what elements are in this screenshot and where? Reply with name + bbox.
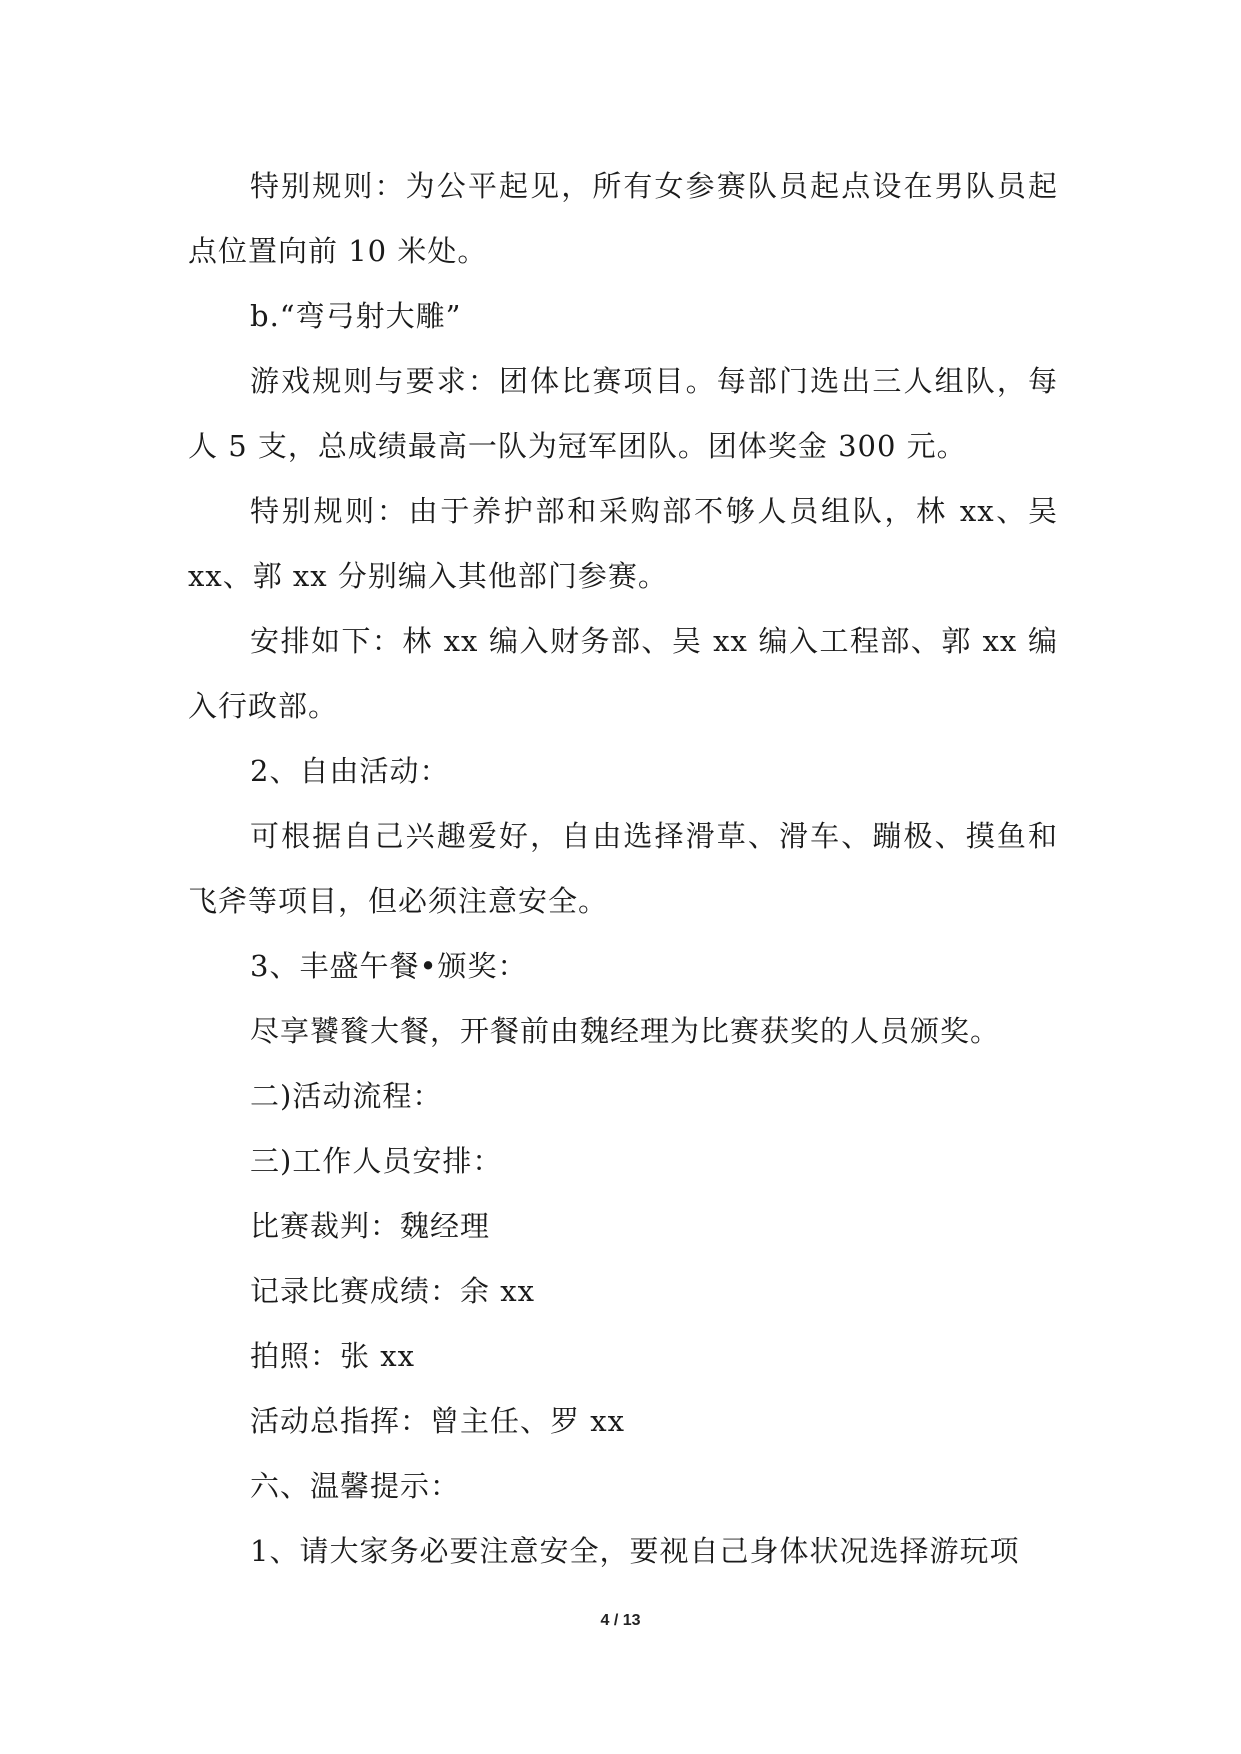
paragraph-staff-photographer: 拍照：张 xx bbox=[250, 1339, 415, 1373]
paragraph-staff-heading: 三)工作人员安排： bbox=[250, 1144, 503, 1178]
paragraph-arrangement: 安排如下：林 xx 编入财务部、吴 xx 编入工程部、郭 xx 编入行政部。 bbox=[188, 624, 1058, 723]
paragraph-tip-1: 1、请大家务必要注意安全，要视自己身体状况选择游玩项 bbox=[250, 1534, 1020, 1568]
paragraph-staff-commander: 活动总指挥：曾主任、罗 xx bbox=[250, 1404, 625, 1438]
paragraph-tips-heading: 六、温馨提示： bbox=[250, 1469, 461, 1503]
paragraph-lunch-detail: 尽享饕餮大餐，开餐前由魏经理为比赛获奖的人员颁奖。 bbox=[250, 1014, 1001, 1048]
document-body bbox=[188, 154, 1069, 1584]
paragraph-lunch-heading: 3、丰盛午餐•颁奖： bbox=[250, 949, 528, 983]
paragraph-archery-heading: b.“弯弓射大雕” bbox=[250, 299, 462, 333]
paragraph-process-heading: 二)活动流程： bbox=[250, 1079, 443, 1113]
paragraph-special-rule-1: 特别规则：为公平起见，所有女参赛队员起点设在男队员起点位置向前 10 米处。 bbox=[188, 169, 1058, 268]
page-number: 4 / 13 bbox=[600, 1612, 641, 1629]
paragraph-special-rule-2: 特别规则：由于养护部和采购部不够人员组队，林 xx、吴 xx、郭 xx 分别编入其他部门参赛。 bbox=[188, 494, 1069, 593]
paragraph-staff-referee: 比赛裁判：魏经理 bbox=[250, 1209, 491, 1243]
paragraph-free-activity-detail: 可根据自己兴趣爱好，自由选择滑草、滑车、蹦极、摸鱼和飞斧等项目，但必须注意安全。 bbox=[188, 819, 1058, 918]
paragraph-free-activity-heading: 2、自由活动： bbox=[250, 754, 450, 788]
paragraph-archery-rules: 游戏规则与要求：团体比赛项目。每部门选出三人组队，每人 5 支，总成绩最高一队为冠军团队。团体奖金 300 元。 bbox=[188, 364, 1058, 463]
paragraph-staff-recorder: 记录比赛成绩：余 xx bbox=[250, 1274, 535, 1308]
